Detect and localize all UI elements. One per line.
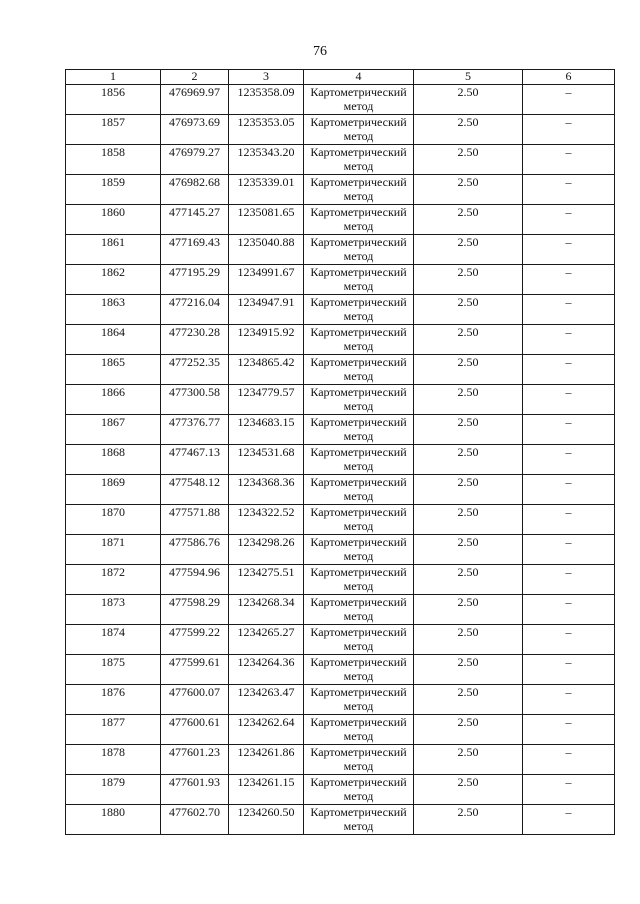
y-coordinate-cell: 1234265.27 [229, 625, 304, 655]
method-cell [304, 385, 414, 415]
y-coordinate-cell: 1234268.34 [229, 595, 304, 625]
point-number-cell: 1863 [66, 295, 161, 325]
method-cell [304, 355, 414, 385]
point-number-cell: 1871 [66, 535, 161, 565]
point-number-cell: 1865 [66, 355, 161, 385]
y-coordinate-cell: 1234298.26 [229, 535, 304, 565]
method-line-1: Картометрический [310, 175, 407, 189]
note-cell: – [523, 115, 615, 145]
y-coordinate-cell: 1234260.50 [229, 805, 304, 835]
method-line-1: Картометрический [310, 655, 407, 669]
method-line-2: метод [343, 99, 374, 113]
table-row [66, 445, 615, 475]
accuracy-cell: 2.50 [414, 205, 523, 235]
y-coordinate-cell: 1234275.51 [229, 565, 304, 595]
point-number-cell: 1872 [66, 565, 161, 595]
point-number-cell: 1858 [66, 145, 161, 175]
method-line-2: метод [343, 789, 374, 803]
method-line-1: Картометрический [310, 625, 407, 639]
x-coordinate-cell: 477586.76 [161, 535, 229, 565]
table-row [66, 505, 615, 535]
method-line-1: Картометрический [310, 385, 407, 399]
x-coordinate-cell: 477600.07 [161, 685, 229, 715]
x-coordinate-cell: 477601.23 [161, 745, 229, 775]
method-line-2: метод [343, 729, 374, 743]
table-row [66, 265, 615, 295]
method-line-1: Картометрический [310, 355, 407, 369]
column-header-2: 2 [161, 70, 229, 85]
note-cell: – [523, 715, 615, 745]
table-row [66, 325, 615, 355]
y-coordinate-cell: 1234779.57 [229, 385, 304, 415]
note-cell: – [523, 415, 615, 445]
note-cell: – [523, 205, 615, 235]
table-row [66, 295, 615, 325]
method-cell [304, 265, 414, 295]
point-number-cell: 1866 [66, 385, 161, 415]
method-line-2: метод [343, 669, 374, 683]
accuracy-cell: 2.50 [414, 355, 523, 385]
note-cell: – [523, 655, 615, 685]
note-cell: – [523, 595, 615, 625]
method-line-1: Картометрический [310, 145, 407, 159]
column-header-4: 4 [304, 70, 414, 85]
note-cell: – [523, 775, 615, 805]
method-cell [304, 445, 414, 475]
method-cell [304, 775, 414, 805]
note-cell: – [523, 745, 615, 775]
x-coordinate-cell: 477571.88 [161, 505, 229, 535]
note-cell: – [523, 295, 615, 325]
point-number-cell: 1880 [66, 805, 161, 835]
y-coordinate-cell: 1234947.91 [229, 295, 304, 325]
point-number-cell: 1877 [66, 715, 161, 745]
method-line-1: Картометрический [310, 685, 407, 699]
accuracy-cell: 2.50 [414, 295, 523, 325]
table-row [66, 355, 615, 385]
y-coordinate-cell: 1234683.15 [229, 415, 304, 445]
point-number-cell: 1868 [66, 445, 161, 475]
accuracy-cell: 2.50 [414, 235, 523, 265]
accuracy-cell: 2.50 [414, 745, 523, 775]
point-number-cell: 1878 [66, 745, 161, 775]
table-row [66, 805, 615, 835]
method-line-1: Картометрический [310, 805, 407, 819]
method-line-2: метод [343, 369, 374, 383]
point-number-cell: 1864 [66, 325, 161, 355]
method-line-2: метод [343, 609, 374, 623]
note-cell: – [523, 385, 615, 415]
column-header-1: 1 [66, 70, 161, 85]
note-cell: – [523, 85, 615, 115]
method-cell [304, 295, 414, 325]
x-coordinate-cell: 477252.35 [161, 355, 229, 385]
accuracy-cell: 2.50 [414, 145, 523, 175]
table-row [66, 205, 615, 235]
y-coordinate-cell: 1234322.52 [229, 505, 304, 535]
table-row [66, 145, 615, 175]
accuracy-cell: 2.50 [414, 805, 523, 835]
method-line-2: метод [343, 579, 374, 593]
method-cell [304, 535, 414, 565]
note-cell: – [523, 265, 615, 295]
method-cell [304, 115, 414, 145]
accuracy-cell: 2.50 [414, 535, 523, 565]
method-line-1: Картометрический [310, 325, 407, 339]
x-coordinate-cell: 477195.29 [161, 265, 229, 295]
note-cell: – [523, 325, 615, 355]
x-coordinate-cell: 477467.13 [161, 445, 229, 475]
y-coordinate-cell: 1234261.15 [229, 775, 304, 805]
accuracy-cell: 2.50 [414, 385, 523, 415]
method-line-1: Картометрический [310, 535, 407, 549]
point-number-cell: 1873 [66, 595, 161, 625]
table-row [66, 475, 615, 505]
method-line-1: Картометрический [310, 235, 407, 249]
note-cell: – [523, 145, 615, 175]
method-line-1: Картометрический [310, 85, 407, 99]
method-line-2: метод [343, 549, 374, 563]
table-row [66, 775, 615, 805]
accuracy-cell: 2.50 [414, 415, 523, 445]
y-coordinate-cell: 1235343.20 [229, 145, 304, 175]
x-coordinate-cell: 477548.12 [161, 475, 229, 505]
method-line-1: Картометрический [310, 565, 407, 579]
table-row [66, 745, 615, 775]
point-number-cell: 1867 [66, 415, 161, 445]
table-row [66, 655, 615, 685]
point-number-cell: 1860 [66, 205, 161, 235]
accuracy-cell: 2.50 [414, 505, 523, 535]
x-coordinate-cell: 477601.93 [161, 775, 229, 805]
y-coordinate-cell: 1234263.47 [229, 685, 304, 715]
table-row [66, 415, 615, 445]
method-line-2: метод [343, 429, 374, 443]
method-line-2: метод [343, 249, 374, 263]
table-row [66, 565, 615, 595]
method-line-2: метод [343, 219, 374, 233]
header-row [66, 70, 615, 85]
method-line-1: Картометрический [310, 595, 407, 609]
y-coordinate-cell: 1234261.86 [229, 745, 304, 775]
method-cell [304, 145, 414, 175]
method-cell [304, 205, 414, 235]
y-coordinate-cell: 1234368.36 [229, 475, 304, 505]
method-cell [304, 685, 414, 715]
method-line-1: Картометрический [310, 745, 407, 759]
point-number-cell: 1876 [66, 685, 161, 715]
note-cell: – [523, 445, 615, 475]
method-line-1: Картометрический [310, 295, 407, 309]
method-line-1: Картометрический [310, 475, 407, 489]
table-row [66, 685, 615, 715]
point-number-cell: 1879 [66, 775, 161, 805]
table-body [66, 85, 615, 835]
method-line-2: метод [343, 309, 374, 323]
x-coordinate-cell: 477300.58 [161, 385, 229, 415]
method-line-2: метод [343, 399, 374, 413]
accuracy-cell: 2.50 [414, 775, 523, 805]
method-cell [304, 85, 414, 115]
method-line-1: Картометрический [310, 715, 407, 729]
accuracy-cell: 2.50 [414, 715, 523, 745]
accuracy-cell: 2.50 [414, 565, 523, 595]
method-cell [304, 235, 414, 265]
method-line-1: Картометрический [310, 775, 407, 789]
point-number-cell: 1859 [66, 175, 161, 205]
table-header [66, 70, 615, 85]
point-number-cell: 1857 [66, 115, 161, 145]
x-coordinate-cell: 476979.27 [161, 145, 229, 175]
y-coordinate-cell: 1235081.65 [229, 205, 304, 235]
accuracy-cell: 2.50 [414, 475, 523, 505]
x-coordinate-cell: 477376.77 [161, 415, 229, 445]
method-line-2: метод [343, 459, 374, 473]
x-coordinate-cell: 477602.70 [161, 805, 229, 835]
note-cell: – [523, 805, 615, 835]
table-row [66, 115, 615, 145]
x-coordinate-cell: 477169.43 [161, 235, 229, 265]
note-cell: – [523, 535, 615, 565]
accuracy-cell: 2.50 [414, 265, 523, 295]
table-row [66, 595, 615, 625]
x-coordinate-cell: 477230.28 [161, 325, 229, 355]
x-coordinate-cell: 477599.61 [161, 655, 229, 685]
accuracy-cell: 2.50 [414, 325, 523, 355]
x-coordinate-cell: 476973.69 [161, 115, 229, 145]
y-coordinate-cell: 1235353.05 [229, 115, 304, 145]
point-number-cell: 1869 [66, 475, 161, 505]
note-cell: – [523, 355, 615, 385]
accuracy-cell: 2.50 [414, 595, 523, 625]
note-cell: – [523, 685, 615, 715]
y-coordinate-cell: 1234991.67 [229, 265, 304, 295]
method-line-1: Картометрический [310, 265, 407, 279]
column-header-3: 3 [229, 70, 304, 85]
x-coordinate-cell: 477216.04 [161, 295, 229, 325]
accuracy-cell: 2.50 [414, 175, 523, 205]
point-number-cell: 1856 [66, 85, 161, 115]
y-coordinate-cell: 1234264.36 [229, 655, 304, 685]
table-row [66, 715, 615, 745]
method-cell [304, 175, 414, 205]
x-coordinate-cell: 476969.97 [161, 85, 229, 115]
point-number-cell: 1861 [66, 235, 161, 265]
note-cell: – [523, 235, 615, 265]
method-line-2: метод [343, 279, 374, 293]
method-line-1: Картометрический [310, 115, 407, 129]
note-cell: – [523, 475, 615, 505]
method-cell [304, 475, 414, 505]
x-coordinate-cell: 477594.96 [161, 565, 229, 595]
method-cell [304, 595, 414, 625]
method-cell [304, 655, 414, 685]
method-line-1: Картометрический [310, 205, 407, 219]
table-row [66, 625, 615, 655]
method-line-2: метод [343, 489, 374, 503]
method-line-2: метод [343, 699, 374, 713]
accuracy-cell: 2.50 [414, 625, 523, 655]
accuracy-cell: 2.50 [414, 445, 523, 475]
column-header-5: 5 [414, 70, 523, 85]
column-header-6: 6 [523, 70, 615, 85]
method-line-2: метод [343, 339, 374, 353]
coordinates-table [65, 69, 615, 835]
method-line-2: метод [343, 519, 374, 533]
point-number-cell: 1874 [66, 625, 161, 655]
table-row [66, 175, 615, 205]
accuracy-cell: 2.50 [414, 115, 523, 145]
note-cell: – [523, 565, 615, 595]
method-cell [304, 625, 414, 655]
table-row [66, 85, 615, 115]
x-coordinate-cell: 477598.29 [161, 595, 229, 625]
note-cell: – [523, 625, 615, 655]
x-coordinate-cell: 477599.22 [161, 625, 229, 655]
method-line-2: метод [343, 129, 374, 143]
method-line-2: метод [343, 639, 374, 653]
method-cell [304, 325, 414, 355]
method-line-1: Картометрический [310, 415, 407, 429]
table-row [66, 535, 615, 565]
x-coordinate-cell: 476982.68 [161, 175, 229, 205]
table-row [66, 235, 615, 265]
point-number-cell: 1862 [66, 265, 161, 295]
method-cell [304, 415, 414, 445]
method-line-2: метод [343, 189, 374, 203]
y-coordinate-cell: 1234531.68 [229, 445, 304, 475]
y-coordinate-cell: 1234915.92 [229, 325, 304, 355]
table-row [66, 385, 615, 415]
page-number: 76 [313, 44, 327, 59]
y-coordinate-cell: 1235339.01 [229, 175, 304, 205]
method-line-2: метод [343, 759, 374, 773]
method-cell [304, 805, 414, 835]
accuracy-cell: 2.50 [414, 655, 523, 685]
method-line-2: метод [343, 819, 374, 833]
method-line-1: Картометрический [310, 445, 407, 459]
y-coordinate-cell: 1234262.64 [229, 715, 304, 745]
accuracy-cell: 2.50 [414, 685, 523, 715]
point-number-cell: 1875 [66, 655, 161, 685]
method-cell [304, 505, 414, 535]
method-cell [304, 745, 414, 775]
note-cell: – [523, 175, 615, 205]
y-coordinate-cell: 1235040.88 [229, 235, 304, 265]
y-coordinate-cell: 1235358.09 [229, 85, 304, 115]
x-coordinate-cell: 477145.27 [161, 205, 229, 235]
note-cell: – [523, 505, 615, 535]
y-coordinate-cell: 1234865.42 [229, 355, 304, 385]
x-coordinate-cell: 477600.61 [161, 715, 229, 745]
method-line-1: Картометрический [310, 505, 407, 519]
accuracy-cell: 2.50 [414, 85, 523, 115]
method-line-2: метод [343, 159, 374, 173]
point-number-cell: 1870 [66, 505, 161, 535]
method-cell [304, 715, 414, 745]
method-cell [304, 565, 414, 595]
